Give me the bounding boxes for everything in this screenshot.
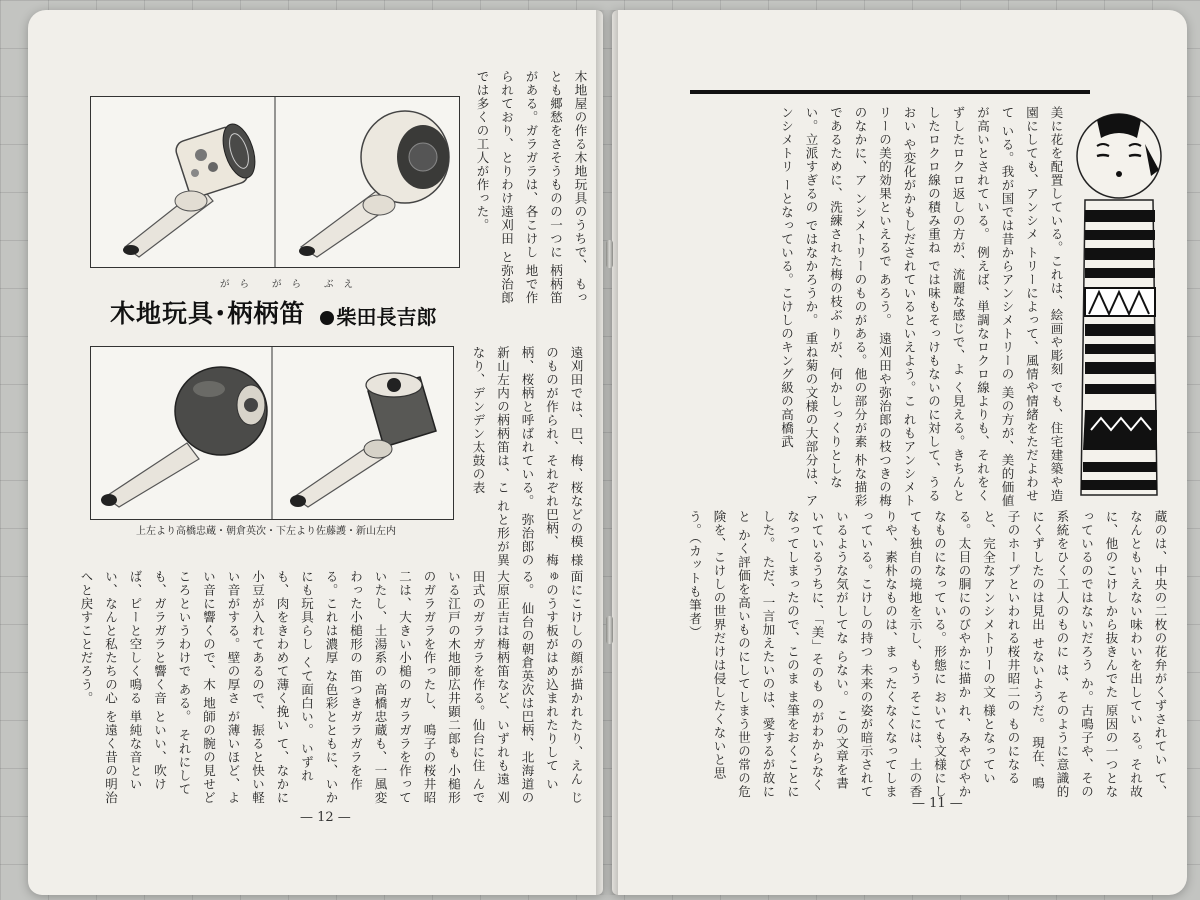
text-column: 大原正吉は梅柄笛など、いずれも遠	[495, 570, 511, 786]
left-bottom-text	[80, 570, 588, 806]
text-column: この文章を書いているうちに、「美」そのも	[810, 510, 850, 790]
rattle-whistle-photos-bottom	[91, 347, 453, 519]
kokeshi-doll-illustration	[1067, 110, 1172, 500]
article-title: 木地玩具･柄柄笛	[110, 299, 306, 328]
text-column: ガラガラを作っていたし、土湯系の	[373, 570, 413, 805]
left-page	[28, 10, 603, 895]
text-column: りが、何かしっくりとしない。立派すぎるの	[804, 106, 844, 489]
text-column: 木地屋の作る木地玩具のうちで、	[573, 70, 588, 273]
text-column: ものになると、完全なアンシメトリーの文	[981, 510, 1021, 785]
text-column: れと形が異なり、デンデン太鼓の表	[471, 346, 511, 567]
text-column: トリーによって、風情や情緒をただよわせて	[1000, 106, 1040, 503]
text-column: あろう。	[877, 272, 893, 327]
text-column: 振ると快い軽い音がする。壁の厚さ	[226, 570, 266, 805]
text-column: ーとなっている。こけしのキング級の高橋武	[779, 178, 795, 449]
text-column: 面にこけしの顔が描かれたり、えん	[569, 570, 584, 786]
right-top-text	[690, 106, 1068, 512]
bullet-dot-icon	[320, 311, 334, 325]
text-column: れもアンシメトリーの美的効果といえるで	[877, 106, 917, 508]
text-column: ただ、一言加えたいのは、愛するが故にと	[736, 510, 776, 799]
text-column: かく評価を高いものにしてしまう世の常の危	[736, 528, 752, 799]
text-column: 仙台の朝倉英次は巴柄、北海道の	[520, 601, 535, 805]
text-column: 未来の姿が暗示されているような気がしてな	[834, 510, 874, 799]
text-column: 険を、こけしの世界だけは侵したくないと思	[712, 510, 727, 780]
rattle-whistle-photos-top	[91, 97, 459, 267]
top-photo-panel	[90, 96, 460, 268]
right-page	[612, 10, 1187, 895]
header-rule	[690, 90, 1090, 94]
text-column: 単純な音といい、なんと私たちの心	[103, 570, 143, 791]
text-column: 地で作られており、とりわけ遠刈田	[499, 70, 539, 305]
text-column: おいても文様にしても独自の境地を示し、もう	[908, 510, 948, 799]
text-column: く見える。きちんとしたロクロ線の積み重ね	[926, 106, 966, 503]
text-column: が薄いほど、よい音に響くので、木	[201, 570, 241, 805]
staple-bottom	[606, 616, 613, 644]
text-column: と弥治郎では多くの工人が作った。	[475, 70, 515, 305]
text-column: 高橋忠蔵も、一風変わった小槌形の	[348, 570, 388, 805]
text-column: 重ね菊の文様の大部分は、アンシメトリ	[779, 106, 819, 508]
text-column: 様となっている。太目の胴にのびやかに描か	[957, 510, 997, 785]
text-column: 梅柄、桜柄と呼ばれている。	[520, 346, 560, 567]
text-column: 弥治郎の新山左内の柄柄笛は、こ	[495, 346, 535, 567]
text-column: れ、みやびやかなものになっている。形態に	[932, 510, 972, 799]
bottom-photo-panel	[90, 346, 454, 520]
book-gutter	[596, 10, 618, 895]
author-name	[320, 301, 437, 330]
text-column: て、なかに小豆が入れてあるので、	[250, 570, 290, 805]
text-column: ンシメトリーのものがある。他の部分が素	[853, 191, 868, 449]
left-mid-text	[460, 346, 588, 568]
left-top-text	[466, 70, 592, 310]
text-column: そこには、土の香りや、素朴なものは、ま	[883, 510, 923, 799]
text-column: ったくなくなってしまっている。こけしの持つ	[859, 510, 899, 799]
rattle-whistle-image	[123, 120, 261, 257]
text-column: 朴な描彩であるために、洗練された梅の枝ぶ	[828, 106, 868, 508]
text-column: 美に花を配置している。これは、絵画や彫刻	[1049, 106, 1064, 376]
text-column: 原因の一つとなっているのではないだろう	[1079, 510, 1119, 799]
text-column: でも、住宅建築や造園にしても、アンシメ	[1024, 106, 1064, 503]
text-column: くて面白い。	[299, 655, 315, 737]
page-number-left: — 12 —	[300, 810, 351, 825]
text-column: 地師の腕の見せどころというわけで	[177, 570, 217, 805]
text-column: らない。	[834, 649, 850, 704]
text-column: せないようだ。	[1030, 636, 1046, 731]
text-column: それにしても、ガラガラと響く音	[152, 570, 192, 796]
text-column: といい、吹けば、ピーと空しく鳴る	[128, 570, 168, 791]
text-column: 例えば、単調なロクロ線よりも、それをく	[975, 245, 991, 503]
text-column: 蔵のは、中央の二枚の花弁がくずされてい	[1153, 510, 1168, 767]
text-column: 刈田式のガラガラを作る。仙台に住	[471, 570, 511, 805]
text-column: 遠刈田や弥治郎の枝つきの梅のなかに、ア	[853, 106, 893, 508]
text-column: 現在、鳴子のホープといわれる桜井昭二の	[1006, 510, 1046, 790]
text-column: じゅのうす板がはめ込まれたりして	[544, 570, 584, 805]
text-column: て、なんともいえない味わいを出してい	[1128, 510, 1168, 799]
text-column: 遠刈田では、巴、梅、桜などの模	[569, 346, 584, 549]
staple-top	[606, 240, 613, 268]
text-column: 柄柄笛がある。ガラガラは、各こけし	[524, 70, 564, 305]
text-column: や変化がかもしだされているといえよう。こ	[902, 137, 917, 408]
author-name-text: 柴田長吉郎	[336, 305, 437, 329]
text-column: んでいる江戸の木地師広井顕二郎も	[446, 570, 486, 805]
text-column: な色彩とともに、いかにも玩具らし	[299, 570, 339, 805]
text-column: 美の方が、美的価値が高いとされている。	[975, 106, 1015, 508]
title-furigana: がら がら ぶえ	[220, 279, 364, 290]
text-column: もっとも郷愁をさそうものの一つに	[548, 70, 588, 305]
page-number-right: — 11 —	[912, 796, 963, 811]
rattle-whistle-image	[299, 111, 449, 257]
text-column: る。それ故に、他のこけしから抜きんでた	[1104, 510, 1144, 799]
text-column: か。古鳴子や、その系統をひく工人のものに	[1055, 510, 1095, 799]
text-column: を遠く昔の明治へと戻すことだろう。	[79, 570, 119, 805]
text-column: 様のものが作られ、それぞれ巴柄、	[544, 346, 584, 567]
text-column: ま筆をおくことにした。	[761, 510, 801, 799]
article-title-block	[110, 279, 437, 330]
photo-caption: 上左より高橋忠蔵・朝倉英次・下左より佐藤護・新山左内	[136, 526, 396, 537]
text-column: いずれも、肉をきわめて薄く挽い	[275, 570, 315, 783]
rattle-whistle-image	[101, 367, 267, 507]
text-column: ではなかろうか。	[804, 218, 819, 327]
text-column: は、そのように意識的にくずしたのは見出	[1030, 510, 1070, 799]
text-column: ずしたロクロ返しの方が、流麗な感じで、よ	[951, 106, 966, 376]
right-bottom-text	[652, 510, 1172, 800]
text-column: 小槌形のガラガラを作ったし、	[422, 570, 462, 805]
text-column: 鳴子の桜井昭二は、大きい小槌の	[397, 570, 437, 805]
text-column: では味もそっけもないのに対して、うるおい	[902, 106, 942, 503]
text-column: 笛つきガラガラを作る。これは濃厚	[324, 570, 364, 791]
rattle-whistle-image	[290, 373, 436, 507]
text-column: のがわからなくなってしまったので、このま	[785, 510, 825, 793]
text-column: いる。我が国では昔からアンシメトリーの	[1000, 124, 1015, 381]
text-column: ある。	[177, 682, 192, 724]
text-column: いる。	[520, 570, 560, 791]
text-column: う。（カットも筆者）	[687, 510, 703, 639]
